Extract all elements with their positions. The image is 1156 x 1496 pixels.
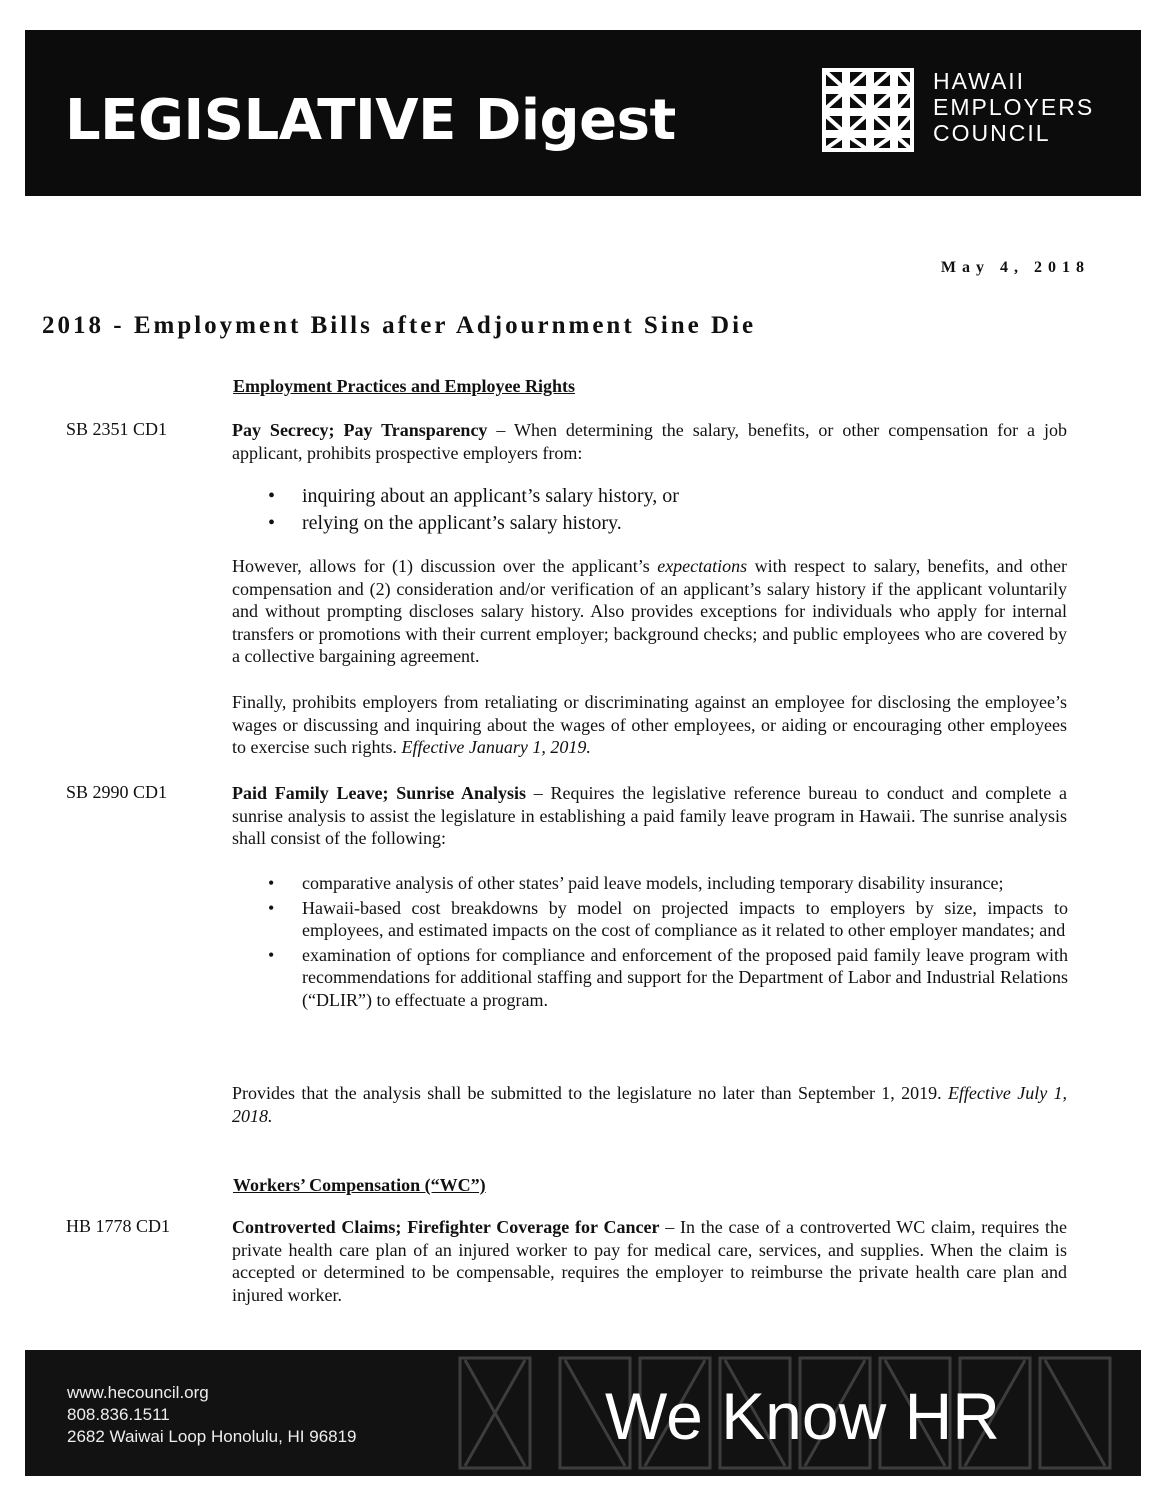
list-item: • relying on the applicant’s salary history. [268, 510, 1068, 537]
org-name-line-1: HAWAII [933, 68, 1026, 94]
hec-logo-icon [820, 66, 916, 154]
bill-dash: – [659, 1217, 680, 1237]
bill-intro-sb2990 [232, 782, 1067, 850]
page-title: 2018 - Employment Bills after Adjournment Sine Die [42, 312, 757, 339]
effective-date: Effective January 1, 2019. [401, 737, 591, 757]
bill-name-sb2990: Paid Family Leave; Sunrise Analysis [232, 783, 527, 803]
bill-dash: – [526, 783, 551, 803]
list-item: • comparative analysis of other states’ paid leave models, including temporary disability insurance; [268, 872, 1068, 895]
bullet-list-sb2351 [268, 483, 1068, 537]
bill-intro-text: In the case of a controverted WC claim, requires the private health care plan of an injured worker to pay for medical care, services, and supplies. When the claim is accepted or determined to be compensable, requires the employer to reimburse the private health care plan and injured worker. [232, 1217, 1068, 1305]
bill-intro-text: When determining the salary, benefits, or other compensation for a job applicant, prohibits prospective employers from: [232, 420, 1067, 463]
bullet-list-sb2990 [268, 872, 1068, 1011]
list-item: • examination of options for compliance and enforcement of the proposed paid family leave program with recommendations for additional staffing and support for the Department of Labor and Industrial Relations (“DLIR”) to effectuate a program. [268, 944, 1068, 1012]
emphasis-text: expectations [657, 556, 748, 576]
bill-id-sb2351: SB 2351 CD1 [66, 419, 168, 439]
bill-paragraph-sb2351-exceptions [232, 555, 1067, 668]
list-item: • Hawaii-based cost breakdowns by model on projected impacts to employers by size, impacts to employees, and estimated impacts on the cost of compliance as it related to other employer mandates; and [268, 897, 1068, 942]
bill-id-hb1778: HB 1778 CD1 [66, 1216, 171, 1236]
organization-name [933, 68, 1094, 146]
mailing-address: 2682 Waiwai Loop Honolulu, HI 96819 [67, 1427, 357, 1446]
footer-tagline: We Know HR [605, 1379, 1000, 1453]
bill-paragraph-sb2990-deadline [232, 1082, 1067, 1127]
issue-date: May 4, 2018 [940, 259, 1090, 276]
footer-banner [25, 1350, 1141, 1476]
org-name-line-2: EMPLOYERS [933, 94, 1095, 120]
org-name-line-3: COUNCIL [933, 120, 1051, 146]
bill-name-hb1778: Controverted Claims; Firefighter Coverage for Cancer [232, 1217, 660, 1237]
paragraph-text: However, allows for (1) discussion over the applicant’s [232, 556, 658, 576]
header-banner [25, 30, 1141, 196]
bill-intro-text: Requires the legislative reference bureau to conduct and complete a sunrise analysis to assist the legislature in establishing a paid family leave program in Hawaii. The sunrise analysis shall consist of the following: [232, 783, 1068, 848]
list-item: • inquiring about an applicant’s salary history, or [268, 483, 1068, 510]
section-heading-employment-practices: Employment Practices and Employee Rights [233, 376, 575, 396]
paragraph-text: with respect to salary, benefits, and other compensation and (2) consideration and/or verification of an applicant’s salary history if the applicant voluntarily and without prompting discloses salary history. Also provides exceptions for individuals who apply for internal transfers or promotions with their current employer; background checks; and public employees who are covered by a collective bargaining agreement. [232, 556, 1067, 666]
section-heading-workers-compensation: Workers’ Compensation (“WC”) [233, 1175, 486, 1195]
website-link[interactable]: www.hecouncil.org [67, 1383, 209, 1402]
footer-contact-info [67, 1382, 357, 1448]
bill-intro-hb1778 [232, 1216, 1067, 1306]
bill-intro-sb2351 [232, 419, 1067, 464]
publication-title: LEGISLATIVE Digest [65, 88, 676, 153]
effective-date: Effective July 1, 2018. [232, 1083, 1068, 1126]
bill-id-sb2990: SB 2990 CD1 [66, 782, 168, 802]
paragraph-text: Provides that the analysis shall be submitted to the legislature no later than September 1, 2019. [232, 1083, 948, 1103]
bill-dash: – [487, 420, 514, 440]
bill-name-sb2351: Pay Secrecy; Pay Transparency [232, 420, 488, 440]
paragraph-text: Finally, prohibits employers from retaliating or discriminating against an employee for disclosing the employee’s wages or discussing and inquiring about the wages of other employees, or aiding or encouraging other employees to exercise such rights. [232, 692, 1067, 757]
bill-paragraph-sb2351-retaliation [232, 691, 1067, 759]
phone-number: 808.836.1511 [67, 1405, 170, 1424]
